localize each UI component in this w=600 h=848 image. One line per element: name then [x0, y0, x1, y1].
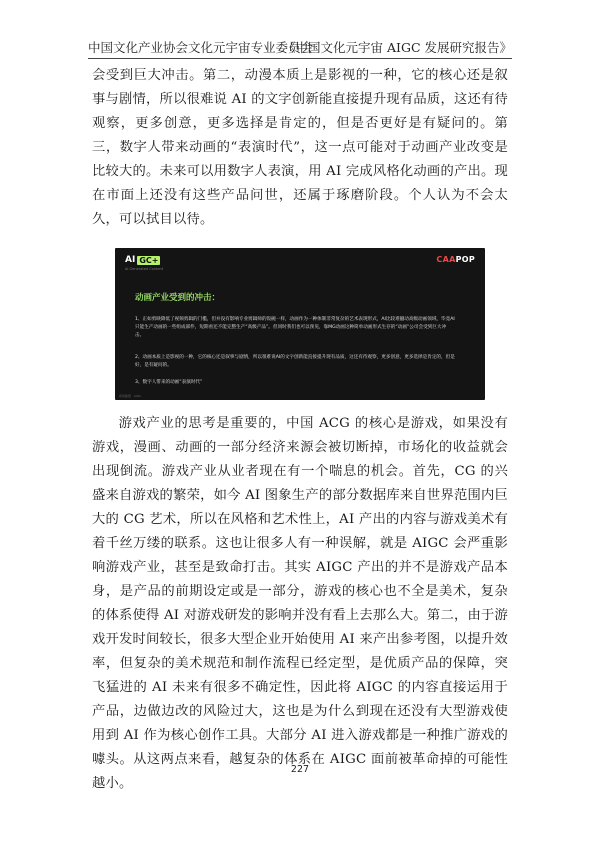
- slide-footer: 视频截图 · AIGC: [119, 394, 142, 398]
- slide-logo-ai: AI: [125, 255, 136, 265]
- body-paragraph-2: 游戏产业的思考是重要的，中国 ACG 的核心是游戏，如果没有游戏，漫画、动画的一部分经济来源会被切断掉，市场化的收益就会出现倒流。游戏产业从业者现在有一个喘息的机会。首先，CG 的兴盛来自游戏的繁荣，如今 AI 图象生产的部分数据库来自世界范围内巨大的 CG 艺术，所以在风格和艺术性上，AI 产出的内容与游戏美术有着千丝万缕的联系。这也让很多人有一种误解，就是 AIGC 会严重影响游戏产业，甚至是致命打击。其实 AIGC 产出的并不是游戏产品本身，是产品的前期设定或是一部分，游戏的核心也不全是美术，复杂的体系使得 AI 对游戏研发的影响并没有看上去那么大。第二，由于游戏开发时间较长，很多大型企业开始使用 AI 来产出参考图，以提升效率，但复杂的美术规范和制作流程已经定型，是优质产品的保障，突飞猛进的 AI 未来有很多不确定性，因此将 AIGC 的内容直接运用于产品，边做边改的风险过大，这也是为什么到现在还没有大型游戏使用到 AI 作为核心创作工具。大部分 AI 进入游戏都是一种推广游戏的噱头。从这两点来看，越复杂的体系在 AIGC 面前被革命掉的可能性越小。: [92, 416, 508, 791]
- body-paragraph-1: 会受到巨大冲击。第二，动漫本质上是影视的一种，它的核心还是叙事与剧情，所以很难说 AI 的文字创新能直接提升现有品质，这还有待观察，更多创意，更多选择是肯定的，但是否更好是有疑问的。第三，数字人带来动画的“表演时代”，这一点可能对于动画产业改变是比较大的。未来可以用数字人表演，用 AI 完成风格化动画的产出。现在市面上还没有这些产品问世，还属于琢磨阶段。个人认为不会太久，可以拭目以待。: [92, 68, 508, 227]
- slide-point-1: 1、正如剪映降低了视频剪辑的门槛，但并没有影响专业剪辑师的饭碗一样，动画作为一种体制非常复杂的艺术表现形式，AI比较难撼动高级动画领域，毕竟AI只能生产动画的一些组成部件，短期看还不能完整生产“高级产品”。但同时我们也可以预见，靠MG动画这种简单动画形式生存的“动画”公司会受到巨大冲击。: [135, 317, 455, 338]
- running-header-left: 中国文化产业协会文化元宇宙专业委员会: [88, 40, 314, 55]
- page-number: 227: [290, 764, 310, 775]
- header-divider: [88, 58, 512, 59]
- slide-logo-gc: GC+: [139, 255, 159, 265]
- slide-logo-subtitle: AI Generated Content: [125, 267, 164, 271]
- running-header-right: 《中国文化元宇宙 AIGC 发展研究报告》: [283, 40, 512, 55]
- slide-point-3: 3、数字人带来的动画“表演时代”: [135, 380, 203, 385]
- slide-brand-logo: [436, 255, 475, 264]
- embedded-slide-image: [115, 248, 485, 400]
- slide-point-2: 2、动画本质上是影视的一种，它的核心还是叙事与剧情，所以很难说AI的文字创新能直接提升现有品质，这还有待观察，更多创意，更多选择是肯定的，但是好，是有疑问的。: [135, 355, 455, 368]
- slide-brand-suffix: POP: [455, 255, 475, 264]
- slide-logo: [125, 255, 160, 265]
- slide-title: 动画产业受到的冲击：: [135, 293, 221, 303]
- slide-brand-prefix: CAA: [436, 255, 456, 264]
